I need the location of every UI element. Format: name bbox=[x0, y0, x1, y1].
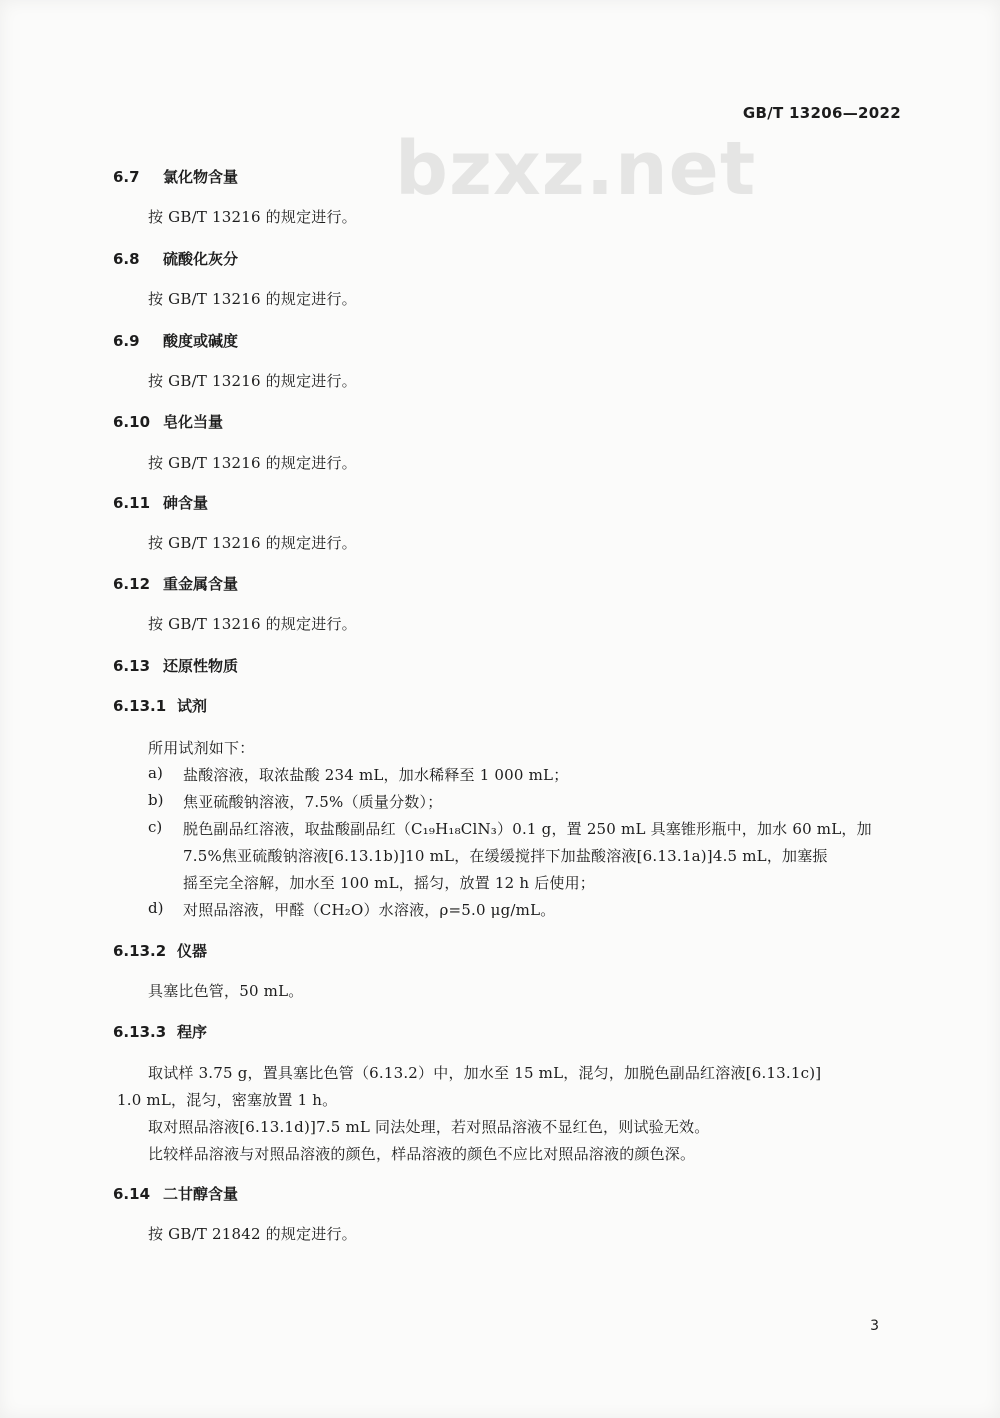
list-item: 焦亚硫酸钠溶液，7.5%（质量分数）； bbox=[183, 793, 443, 811]
section-heading bbox=[113, 573, 238, 594]
procedure-line: 取试样 3.75 g，置具塞比色管（6.13.2）中，加水至 15 mL，混匀，加脱色副品红溶液[6.13.1c)] bbox=[148, 1064, 822, 1082]
section-title: 氯化物含量 bbox=[163, 168, 239, 186]
subsection-heading bbox=[113, 1021, 207, 1042]
list-label: c) bbox=[148, 818, 163, 836]
section-title: 皂化当量 bbox=[163, 413, 224, 431]
section-heading bbox=[113, 248, 238, 269]
subsection-heading bbox=[113, 940, 207, 961]
list-item: 对照品溶液，甲醛（CH₂O）水溶液，ρ=5.0 μg/mL。 bbox=[183, 901, 556, 919]
list-label: b) bbox=[148, 791, 164, 809]
section-body: 按 GB/T 13216 的规定进行。 bbox=[148, 372, 357, 390]
section-number: 6.11 bbox=[113, 494, 151, 512]
section-body: 按 GB/T 13216 的规定进行。 bbox=[148, 454, 357, 472]
section-title: 酸度或碱度 bbox=[163, 332, 239, 350]
section-heading bbox=[113, 655, 238, 676]
watermark: bzxz.net bbox=[395, 126, 757, 212]
reagent-intro: 所用试剂如下： bbox=[148, 739, 255, 757]
section-body: 按 GB/T 13216 的规定进行。 bbox=[148, 208, 357, 226]
section-title: 二甘醇含量 bbox=[163, 1185, 239, 1203]
standard-code: GB/T 13206—2022 bbox=[742, 104, 901, 122]
section-title: 重金属含量 bbox=[163, 575, 239, 593]
subsection-title: 程序 bbox=[177, 1023, 208, 1041]
section-heading bbox=[113, 492, 208, 513]
section-number: 6.10 bbox=[113, 413, 151, 431]
subsection-number: 6.13.1 bbox=[113, 697, 167, 715]
list-item: 盐酸溶液，取浓盐酸 234 mL，加水稀释至 1 000 mL； bbox=[183, 766, 569, 784]
subsection-title: 仪器 bbox=[177, 942, 208, 960]
subsection-title: 试剂 bbox=[177, 697, 208, 715]
section-body: 按 GB/T 13216 的规定进行。 bbox=[148, 534, 357, 552]
section-body: 按 GB/T 21842 的规定进行。 bbox=[148, 1225, 357, 1243]
procedure-line: 比较样品溶液与对照品溶液的颜色，样品溶液的颜色不应比对照品溶液的颜色深。 bbox=[148, 1145, 696, 1163]
section-body: 按 GB/T 13216 的规定进行。 bbox=[148, 615, 357, 633]
subsection-number: 6.13.2 bbox=[113, 942, 167, 960]
section-number: 6.12 bbox=[113, 575, 151, 593]
section-body: 按 GB/T 13216 的规定进行。 bbox=[148, 290, 357, 308]
subsection-heading bbox=[113, 695, 207, 716]
section-number: 6.8 bbox=[113, 250, 140, 268]
list-label: a) bbox=[148, 764, 163, 782]
procedure-line: 1.0 mL，混匀，密塞放置 1 h。 bbox=[117, 1091, 338, 1109]
section-heading bbox=[113, 166, 238, 187]
section-heading bbox=[113, 330, 238, 351]
section-number: 6.7 bbox=[113, 168, 140, 186]
procedure-line: 取对照品溶液[6.13.1d)]7.5 mL 同法处理，若对照品溶液不显红色，则试验无效。 bbox=[148, 1118, 710, 1136]
section-number: 6.14 bbox=[113, 1185, 151, 1203]
section-number: 6.9 bbox=[113, 332, 140, 350]
page-number: 3 bbox=[870, 1318, 879, 1334]
list-item-continuation: 7.5%焦亚硫酸钠溶液[6.13.1b)]10 mL，在缓缓搅拌下加盐酸溶液[6.13.1a)]4.5 mL，加塞振 bbox=[183, 847, 828, 865]
list-label: d) bbox=[148, 899, 164, 917]
section-title: 还原性物质 bbox=[163, 657, 239, 675]
list-item-continuation: 摇至完全溶解，加水至 100 mL，摇匀，放置 12 h 后使用； bbox=[183, 874, 596, 892]
subsection-number: 6.13.3 bbox=[113, 1023, 167, 1041]
section-title: 砷含量 bbox=[163, 494, 209, 512]
apparatus-text: 具塞比色管，50 mL。 bbox=[148, 982, 304, 1000]
section-heading bbox=[113, 411, 223, 432]
section-number: 6.13 bbox=[113, 657, 151, 675]
section-title: 硫酸化灰分 bbox=[163, 250, 239, 268]
list-item: 脱色副品红溶液，取盐酸副品红（C₁₉H₁₈ClN₃）0.1 g，置 250 mL 具塞锥形瓶中，加水 60 mL，加 bbox=[183, 820, 872, 838]
section-heading bbox=[113, 1183, 238, 1204]
